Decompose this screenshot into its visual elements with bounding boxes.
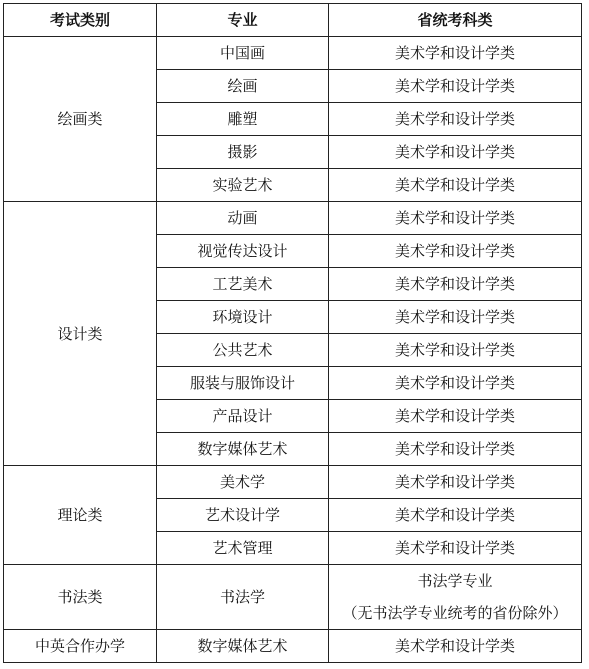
major-cell: 视觉传达设计 [157, 235, 329, 268]
subject-cell: 美术学和设计学类 [329, 630, 582, 663]
major-cell: 美术学 [157, 466, 329, 499]
category-cell: 绘画类 [4, 37, 157, 202]
header-provincial-subject: 省统考科类 [329, 4, 582, 37]
major-cell: 绘画 [157, 70, 329, 103]
table-row [4, 37, 582, 70]
header-major: 专业 [157, 4, 329, 37]
major-cell: 环境设计 [157, 301, 329, 334]
major-cell: 雕塑 [157, 103, 329, 136]
subject-note: （无书法学专业统考的省份除外） [342, 604, 568, 622]
exam-category-table [3, 3, 582, 663]
subject-cell: 美术学和设计学类 [329, 268, 582, 301]
category-cell: 中英合作办学 [4, 630, 157, 663]
major-cell: 工艺美术 [157, 268, 329, 301]
header-exam-category: 考试类别 [4, 4, 157, 37]
header-row [4, 4, 582, 37]
major-cell: 动画 [157, 202, 329, 235]
subject-cell: 美术学和设计学类 [329, 400, 582, 433]
subject-cell: 美术学和设计学类 [329, 103, 582, 136]
major-cell: 艺术设计学 [157, 499, 329, 532]
category-cell: 书法类 [4, 565, 157, 630]
subject-cell: 美术学和设计学类 [329, 433, 582, 466]
table-row [4, 202, 582, 235]
subject-cell: 美术学和设计学类 [329, 136, 582, 169]
major-cell: 数字媒体艺术 [157, 630, 329, 663]
subject-cell: 美术学和设计学类 [329, 169, 582, 202]
subject-cell: 美术学和设计学类 [329, 532, 582, 565]
table-row [4, 565, 582, 630]
major-cell: 艺术管理 [157, 532, 329, 565]
subject-cell: 美术学和设计学类 [329, 70, 582, 103]
major-cell: 中国画 [157, 37, 329, 70]
subject-cell: 美术学和设计学类 [329, 301, 582, 334]
category-cell: 设计类 [4, 202, 157, 466]
subject-cell: 美术学和设计学类 [329, 37, 582, 70]
major-cell: 服装与服饰设计 [157, 367, 329, 400]
subject-cell: 美术学和设计学类 [329, 334, 582, 367]
subject-cell: 美术学和设计学类 [329, 499, 582, 532]
subject-main: 书法学专业 [417, 572, 493, 590]
subject-cell [329, 565, 582, 630]
subject-cell: 美术学和设计学类 [329, 202, 582, 235]
major-cell: 数字媒体艺术 [157, 433, 329, 466]
major-cell: 产品设计 [157, 400, 329, 433]
subject-cell: 美术学和设计学类 [329, 235, 582, 268]
subject-cell: 美术学和设计学类 [329, 466, 582, 499]
major-cell: 公共艺术 [157, 334, 329, 367]
subject-cell: 美术学和设计学类 [329, 367, 582, 400]
table-row [4, 630, 582, 663]
major-cell: 书法学 [157, 565, 329, 630]
major-cell: 实验艺术 [157, 169, 329, 202]
table-row [4, 466, 582, 499]
category-cell: 理论类 [4, 466, 157, 565]
major-cell: 摄影 [157, 136, 329, 169]
